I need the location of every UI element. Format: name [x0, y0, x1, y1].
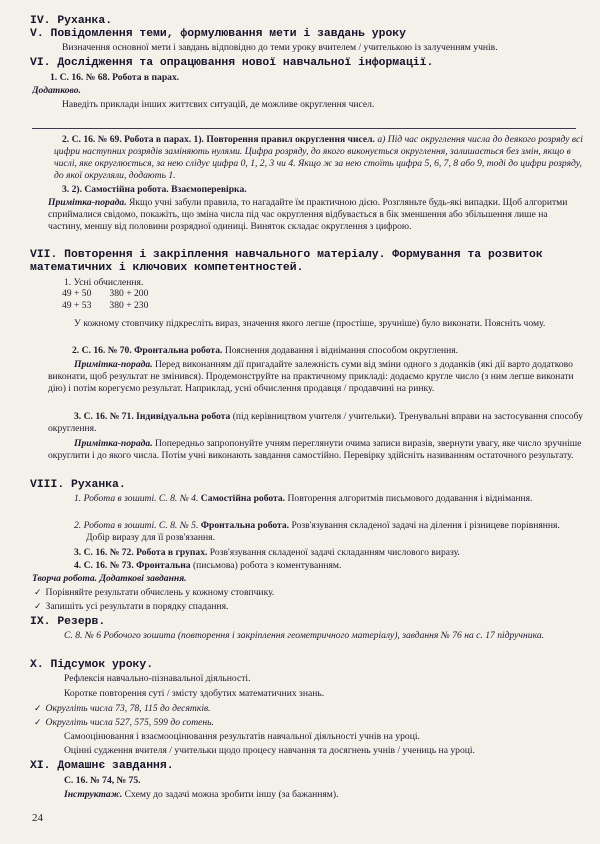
section-10-line-3: Самооцінювання і взаємооцінювання результатів навчальної діяльності учнів на уроці.: [64, 731, 420, 742]
check-icon: ✓: [34, 704, 42, 714]
workbook-ref: 1. Робота в зошиті. С. 8. № 4.: [74, 493, 199, 504]
item-text: Повторення алгоритмів письмового додавання і віднімання.: [287, 493, 533, 504]
check-icon: ✓: [34, 602, 42, 612]
section-7-item-3-text: (під керівництвом учителя / учительки). Тренувальні вправи на застосування способу округлення.: [48, 411, 583, 435]
homework-instruction: [64, 789, 338, 801]
tip-text: Перед виконанням дії пригадайте залежність суми від зміни одного з доданків (які дії варто додатково виконати, щоб результат не змінився). Продемонструйте на практичному прикладі: додаємо кругле число (з ним легше виконати дію) і потім корегуємо результат. Наприклад, усні обчислення продавця / продавчині на ринку.: [48, 359, 574, 395]
section-5-title: V. Повідомлення теми, формулювання мети і завдань уроку: [30, 28, 406, 40]
work-type: Фронтальна робота.: [200, 520, 290, 531]
section-10-title: X. Підсумок уроку.: [30, 659, 154, 671]
section-6-item-1: 1. С. 16. № 68. Робота в парах.: [50, 72, 180, 83]
section-6-tip: [48, 197, 584, 233]
section-7-item-3: [48, 411, 584, 435]
summary-task-2: ✓ Округліть числа 527, 575, 599 до сотень.: [34, 717, 214, 728]
section-8-item-4: [74, 560, 341, 572]
summary-task-1: ✓ Округліть числа 73, 78, 115 до десятків.: [34, 703, 211, 714]
calc-row: [62, 288, 166, 300]
section-8-item-3: [74, 547, 460, 559]
creative-task-1: ✓ Порівняйте результати обчислень у кожному стовпчику.: [34, 587, 275, 598]
section-9-text: С. 8. № 6 Робочого зошита (повторення і закріплення геометричного матеріалу), завдання № 76 на с. 17 підручника.: [64, 630, 545, 641]
instruction-label: Інструктаж.: [64, 789, 123, 800]
page-number: 24: [32, 812, 43, 824]
section-7-tip-3: [48, 438, 584, 462]
section-6-item-2: [54, 134, 584, 182]
oral-calc-table: [62, 288, 166, 312]
section-7-item-2-text: Пояснення додавання і віднімання способом округлення.: [224, 345, 459, 356]
tip-label: Примітка-порада.: [74, 438, 153, 449]
section-7-title: VII. Повторення і закріплення навчального матеріалу. Формування та розвиток математичних і ключових компетентностей.: [30, 249, 543, 275]
section-8-item-1: [74, 493, 584, 505]
section-6-title: VI. Дослідження та опрацювання нової навчальної інформації.: [30, 57, 434, 69]
work-type: 3. С. 16. № 72. Робота в групах.: [74, 547, 208, 558]
section-6-item-3: 3. 2). Самостійна робота. Взаємоперевірка.: [62, 184, 247, 195]
section-10-line-1: Рефлексія навчально-пізнавальної діяльності.: [64, 673, 251, 684]
oral-calc-text: У кожному стовпчику підкресліть вираз, значення якого легше (простіше, зручніше) було виконати. Поясніть чому.: [74, 318, 546, 329]
check-icon: ✓: [34, 588, 42, 598]
work-type: Самостійна робота.: [200, 493, 286, 504]
section-6-extra-text: Наведіть приклади інших життєвих ситуацій, де можливе округлення чисел.: [62, 99, 375, 110]
creative-task-2: ✓ Запишіть усі результати в порядку спадання.: [34, 601, 229, 612]
section-10-line-4: Оцінні судження вчителя / учительки щодо процесу навчання та досягнень учнів / учениць на уроці.: [64, 745, 475, 756]
calc-expr: 380 + 200: [109, 288, 149, 299]
tip-label: Примітка-порада.: [48, 197, 127, 208]
item-text: (письмова) робота з коментуванням.: [192, 560, 342, 571]
divider-line: [32, 128, 576, 129]
workbook-ref: 2. Робота в зошиті. С. 8. № 5.: [74, 520, 199, 531]
calc-row: [62, 300, 166, 312]
item-text: Розв'язування складеної задачі на ділення і різницеве порівняння. Добір виразу для її розв'язання.: [86, 520, 560, 544]
calc-expr: 49 + 53: [62, 299, 92, 311]
calc-expr: 380 + 230: [109, 299, 149, 311]
section-4-title: IV. Руханка.: [30, 15, 113, 27]
section-7-tip-2: [48, 359, 584, 395]
section-5-text: Визначення основної мети і завдань відповідно до теми уроку вчителем / учителькою із залученням учнів.: [62, 42, 498, 53]
section-7-item-2-head: 2. С. 16. № 70. Фронтальна робота.: [72, 345, 223, 356]
section-8-title: VIII. Руханка.: [30, 479, 126, 491]
section-7-item-3-head: 3. С. 16. № 71. Індивідуальна робота: [74, 411, 231, 422]
tip-text: Попередньо запропонуйте учням переглянути очима записи виразів, звернути увагу, яке число зручніше округлити і до якого числа. Потім учні виконають завдання самостійно. Перевірку здійсніть називанням остаточного результату.: [48, 438, 582, 462]
tip-text: Якщо учні забули правила, то нагадайте їм практичною дією. Розгляньте будь-які випадки. Щоб алгоритми сприймалися свідомо, покажіть, що зміна числа під час округлення відбувається в бік зменшення або збільшення лише на частину, меншу від половини розрядної одиниці. Виняток складає округлення з цифрою.: [48, 197, 568, 233]
tip-label: Примітка-порада.: [74, 359, 153, 370]
rounding-rule: а) Під час округлення числа до деякого розряду всі цифри наступних розрядів заміняють нулями. Цифра розряду, до якого виконується округлення, залишається без змін, якщо в числі, яке округлюється, за нею слідує цифра 0, 1, 2, 3 чи 4. Якщо ж за нею стоїть цифра 5, 6, 7, 8 або 9, тоді до цифри розряду, до якої округляли, додають 1.: [54, 134, 583, 182]
oral-calc-heading: 1. Усні обчислення.: [64, 277, 144, 288]
creative-work-label: Творча робота. Додаткові завдання.: [32, 573, 187, 584]
calc-expr: 49 + 50: [62, 288, 92, 299]
section-7-item-2: [72, 345, 458, 357]
section-11-title: XI. Домашнє завдання.: [30, 760, 174, 772]
section-10-line-2: Коротке повторення суті / змісту здобутих математичних знань.: [64, 688, 325, 699]
check-icon: ✓: [34, 718, 42, 728]
section-8-item-2: [74, 520, 584, 544]
homework-item: С. 16. № 74, № 75.: [64, 775, 141, 786]
section-6-item-2-head: 2. С. 16. № 69. Робота в парах. 1). Повторення правил округлення чисел.: [62, 134, 375, 145]
section-6-extra-label: Додатково.: [32, 85, 81, 96]
section-9-title: IX. Резерв.: [30, 616, 106, 628]
item-text: Розв'язування складеної задачі складанням числового виразу.: [209, 547, 460, 558]
work-type: 4. С. 16. № 73. Фронтальна: [74, 560, 191, 571]
instruction-text: Схему до задачі можна зробити іншу (за бажанням).: [124, 789, 339, 800]
